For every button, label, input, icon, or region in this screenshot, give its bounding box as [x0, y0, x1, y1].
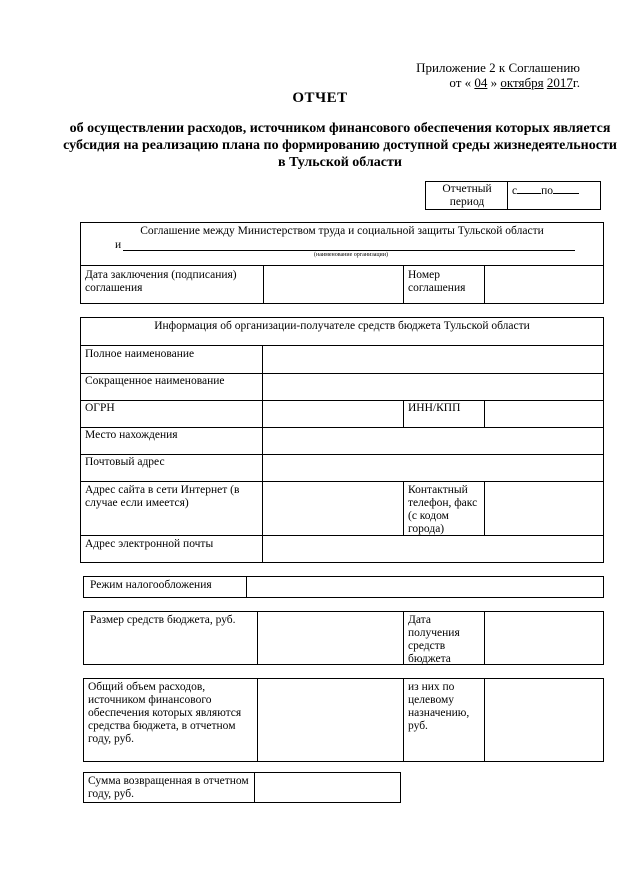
agreement-number-label: Номер соглашения: [408, 269, 466, 294]
budget-date-field[interactable]: [485, 612, 603, 664]
tax-regime-label: Режим налогообложения: [90, 579, 212, 591]
inn-kpp-label: ИНН/КПП: [408, 402, 461, 414]
appendix-month: октября: [500, 75, 544, 90]
budget-date-label: Дата получения средств бюджета: [408, 614, 460, 665]
short-name-label: Сокращенное наименование: [85, 375, 225, 387]
recipient-heading: Информация об организации-получателе средств бюджета Тульской области: [154, 320, 530, 332]
ogrn-label: ОГРН: [85, 402, 115, 414]
agreement-number-field[interactable]: [485, 266, 603, 303]
location-label: Место нахождения: [85, 429, 178, 441]
short-name-field[interactable]: [263, 374, 603, 399]
full-name-field[interactable]: [263, 346, 603, 372]
postal-address-field[interactable]: [263, 455, 603, 480]
budget-section: [83, 611, 604, 665]
email-field[interactable]: [263, 536, 603, 562]
appendix-day: 04: [474, 75, 488, 90]
appendix-year: 2017: [546, 75, 573, 90]
ogrn-field[interactable]: [263, 401, 402, 426]
organization-name-note: (наименование организации): [314, 252, 388, 258]
contact-phone-field[interactable]: [485, 482, 603, 534]
reporting-period-box: [425, 181, 601, 210]
postal-address-label: Почтовый адрес: [85, 456, 165, 468]
website-label: Адрес сайта в сети Интернет (в случае если имеется): [85, 484, 240, 509]
inn-kpp-field[interactable]: [485, 401, 603, 426]
appendix-reference: [350, 60, 580, 90]
agreement-date-field[interactable]: [264, 266, 402, 303]
budget-amount-field[interactable]: [258, 612, 402, 664]
appendix-date-line: от « 04 » октября 2017г.: [449, 75, 580, 90]
document-title: ОТЧЕТ: [292, 90, 348, 106]
contact-phone-label: Контактный телефон, факс (с кодом города): [408, 484, 478, 535]
returned-amount-field[interactable]: [255, 773, 400, 802]
document-subtitle: об осуществлении расходов, источником финансового обеспечения которых является субсидия на реализацию плана по формированию доступной среды жизнедеятельности в Тульской области: [63, 121, 617, 170]
total-expenses-field[interactable]: [258, 679, 402, 761]
recipient-section: [80, 317, 604, 563]
email-label: Адрес электронной почты: [85, 538, 214, 550]
returned-amount-label: Сумма возвращенная в отчетном году, руб.: [88, 775, 249, 800]
location-field[interactable]: [263, 428, 603, 453]
tax-regime-field[interactable]: [247, 577, 603, 597]
agreement-section: [80, 222, 604, 304]
reporting-period-label: Отчетный период: [442, 183, 492, 208]
budget-amount-label: Размер средств бюджета, руб.: [90, 614, 236, 626]
expenses-section: [83, 678, 604, 762]
total-expenses-label: Общий объем расходов, источником финансового обеспечения которых являются средства бюджета, в отчетном году, руб.: [88, 681, 242, 745]
website-field[interactable]: [263, 482, 402, 534]
agreement-and: и: [115, 239, 122, 251]
organization-name-field[interactable]: [123, 250, 575, 251]
tax-regime-section: [83, 576, 604, 598]
full-name-label: Полное наименование: [85, 348, 195, 360]
target-expenses-label: из них по целевому назначению, руб.: [408, 681, 470, 732]
reporting-period-range[interactable]: с по: [512, 184, 600, 198]
target-expenses-field[interactable]: [485, 679, 603, 761]
returned-section: [83, 772, 401, 803]
agreement-date-label: Дата заключения (подписания) соглашения: [85, 269, 237, 294]
agreement-heading: Соглашение между Министерством труда и социальной защиты Тульской области: [140, 225, 544, 237]
appendix-line: Приложение 2 к Соглашению: [416, 60, 580, 75]
